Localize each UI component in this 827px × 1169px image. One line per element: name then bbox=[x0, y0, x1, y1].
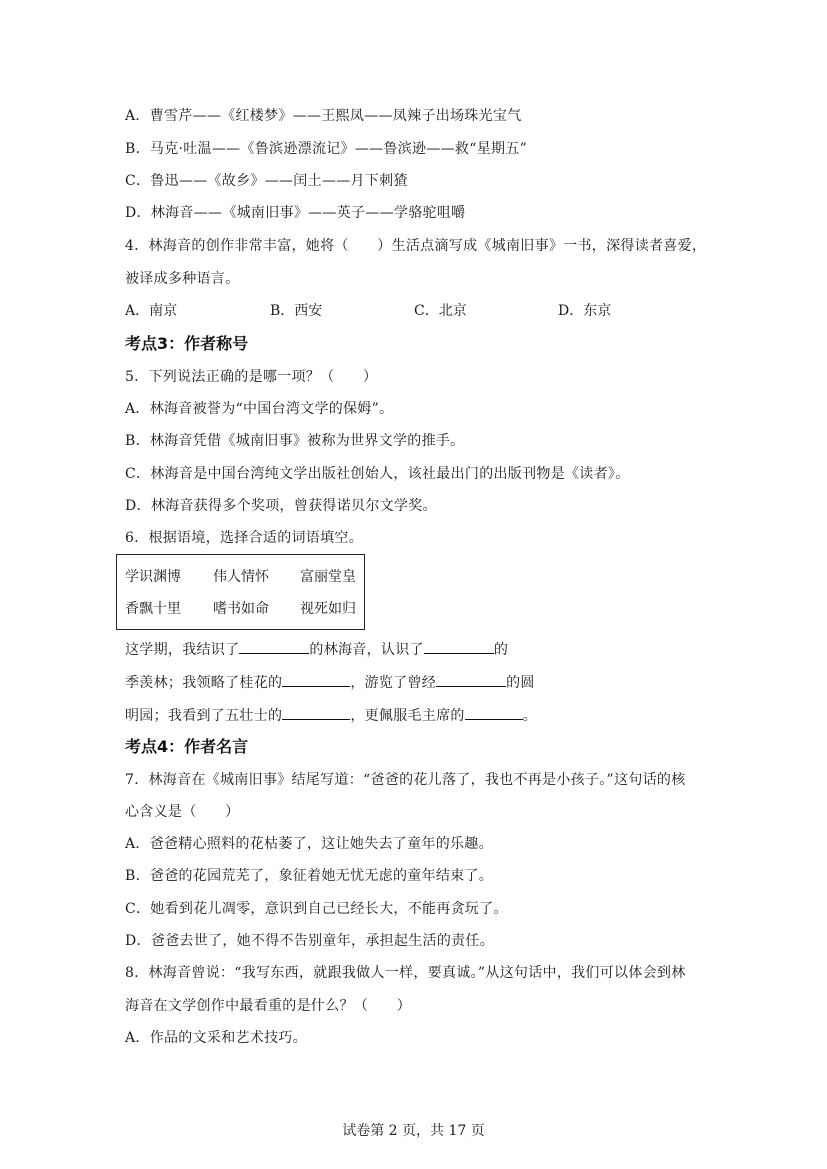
word-bank-item: 香飘十里 bbox=[125, 601, 181, 617]
q5-option-b: B．林海音凭借《城南旧事》被称为世界文学的推手。 bbox=[125, 433, 465, 449]
q3-option-d: D．林海音——《城南旧事》——英子——学骆驼咀嚼 bbox=[125, 205, 466, 221]
section-heading-3: 考点3：作者称号 bbox=[125, 334, 249, 353]
word-bank-item: 富丽堂皇 bbox=[300, 569, 356, 585]
q5-option-a: A．林海音被誉为“中国台湾文学的保姆”。 bbox=[125, 401, 394, 417]
q4-option-d: D．东京 bbox=[558, 303, 612, 319]
q3-option-b: B．马克·吐温——《鲁滨逊漂流记》——鲁滨逊——救“星期五” bbox=[125, 141, 528, 157]
q4-option-b: B．西安 bbox=[270, 303, 323, 319]
q3-option-a: A．曹雪芹——《红楼梦》——王熙凤——凤辣子出场珠光宝气 bbox=[125, 108, 522, 124]
q5-option-d: D．林海音获得多个奖项，曾获得诺贝尔文学奖。 bbox=[125, 498, 437, 514]
q6-stem: 6．根据语境，选择合适的词语填空。 bbox=[125, 530, 364, 546]
q7-stem-line2: 心含义是（ ） bbox=[125, 804, 240, 820]
q7-option-d: D．爸爸去世了，她不得不告别童年，承担起生活的责任。 bbox=[125, 933, 495, 949]
q7-option-b: B．爸爸的花园荒芜了，象征着她无忧无虑的童年结束了。 bbox=[125, 868, 494, 884]
page-footer: 试卷第 2 页，共 17 页 bbox=[342, 1123, 485, 1139]
q8-option-a: A．作品的文采和艺术技巧。 bbox=[125, 1030, 308, 1046]
q3-option-c: C．鲁迅——《故乡》——闰土——月下刺猹 bbox=[125, 173, 408, 189]
word-bank-box bbox=[116, 554, 365, 630]
q7-option-a: A．爸爸精心照料的花枯萎了，这让她失去了童年的乐趣。 bbox=[125, 836, 493, 852]
word-bank-item: 学识渊博 bbox=[125, 569, 181, 585]
fill-blank-1[interactable] bbox=[239, 638, 309, 654]
section-heading-4: 考点4：作者名言 bbox=[125, 737, 249, 756]
q8-stem-line2: 海音在文学创作中最看重的是什么？（ ） bbox=[125, 998, 411, 1014]
fill-blank-3[interactable] bbox=[282, 671, 350, 687]
q4-stem-line2: 被译成多种语言。 bbox=[125, 271, 240, 287]
q4-stem-line1: 4．林海音的创作非常丰富，她将（ ）生活点滴写成《城南旧事》一书，深得读者喜爱， bbox=[125, 238, 707, 254]
q7-option-c: C．她看到花儿凋零，意识到自己已经长大，不能再贪玩了。 bbox=[125, 901, 508, 917]
word-bank-item: 嗜书如命 bbox=[213, 601, 269, 617]
word-bank-item: 视死如归 bbox=[300, 601, 356, 617]
q4-option-a: A．南京 bbox=[125, 303, 178, 319]
fill-blank-5[interactable] bbox=[282, 704, 350, 720]
q8-stem-line1: 8．林海音曾说：“我写东西，就跟我做人一样，要真诚。”从这句话中，我们可以体会到林 bbox=[125, 965, 686, 981]
q6-fill-line1: 这学期，我结识了 的林海音，认识了 的 bbox=[125, 638, 508, 660]
q6-fill-line2: 季羡林；我领略了桂花的 ，游览了曾经 的圆 bbox=[125, 671, 535, 693]
q7-stem-line1: 7．林海音在《城南旧事》结尾写道：“爸爸的花儿落了，我也不再是小孩子。”这句话的核 bbox=[125, 772, 686, 788]
q4-option-c: C．北京 bbox=[414, 303, 467, 319]
fill-blank-6[interactable] bbox=[465, 704, 523, 720]
fill-blank-2[interactable] bbox=[424, 638, 494, 654]
word-bank-item: 伟人情怀 bbox=[213, 569, 269, 585]
q5-option-c: C．林海音是中国台湾纯文学出版社创始人，该社最出门的出版刊物是《读者》。 bbox=[125, 466, 630, 482]
q5-stem: 5．下列说法正确的是哪一项？（ ） bbox=[125, 369, 378, 385]
q6-fill-line3: 明园；我看到了五壮士的 ，更佩服毛主席的 。 bbox=[125, 704, 537, 726]
fill-blank-4[interactable] bbox=[436, 671, 506, 687]
